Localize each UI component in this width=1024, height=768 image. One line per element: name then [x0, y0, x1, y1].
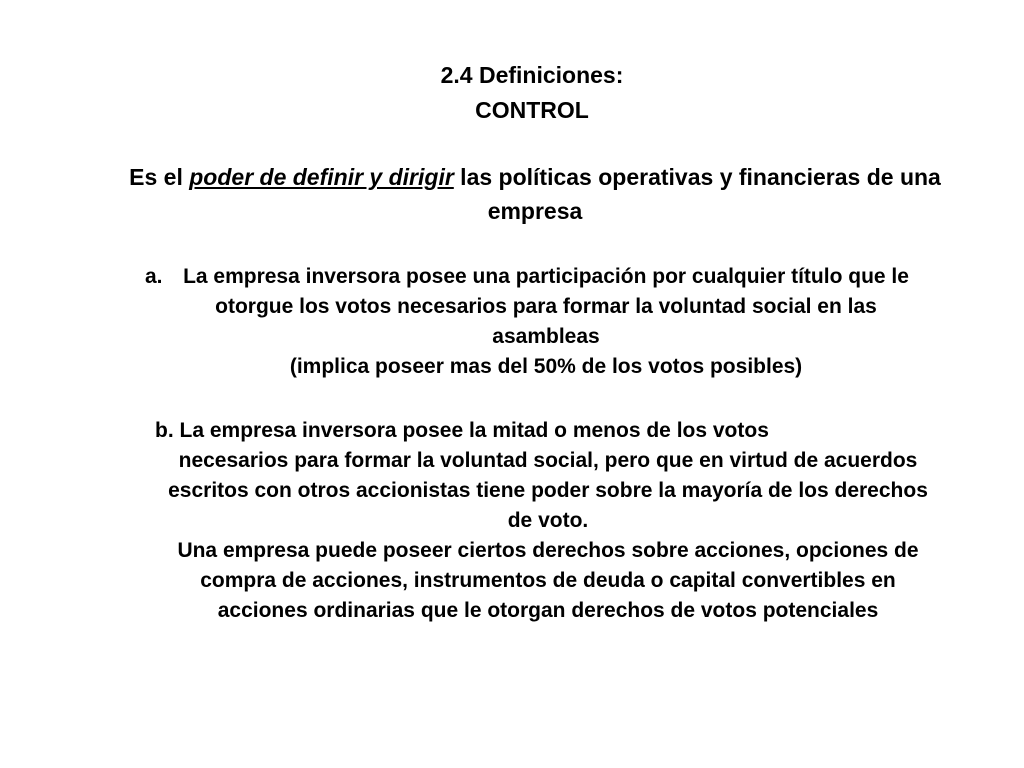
list-item-a — [145, 262, 945, 382]
heading: CONTROL — [475, 97, 589, 123]
definition-emphasis: poder de definir y dirigir — [189, 164, 454, 190]
item-b-first-line: b. La empresa inversora posee la mitad o menos de los votos — [155, 419, 769, 442]
item-b-extra: Una empresa puede poseer ciertos derechos sobre acciones, opciones de compra de acciones, instrumentos de deuda o capital convertibles en acciones ordinarias que le otorgan derechos de votos potenciales — [177, 539, 919, 622]
item-b-continuation: necesarios para formar la voluntad social, pero que en virtud de acuerdos escritos con otros accionistas tiene poder sobre la mayoría de los derechos de voto. — [168, 449, 928, 532]
list-item-a-text — [181, 262, 911, 382]
list-item-b — [150, 416, 940, 626]
definition-after: las políticas operativas y financieras de una empresa — [453, 164, 941, 224]
item-a-text: La empresa inversora posee una participación por cualquier título que le otorgue los votos necesarios para formar la voluntad social en las asambleas — [183, 265, 909, 348]
item-a-note: (implica poseer mas del 50% de los votos posibles) — [289, 355, 803, 378]
section-title: 2.4 Definiciones: — [440, 62, 624, 88]
list-marker-a: a. — [145, 265, 163, 288]
definition-paragraph — [100, 160, 970, 228]
title-block — [0, 58, 1024, 128]
definition-before: Es el — [129, 164, 190, 190]
